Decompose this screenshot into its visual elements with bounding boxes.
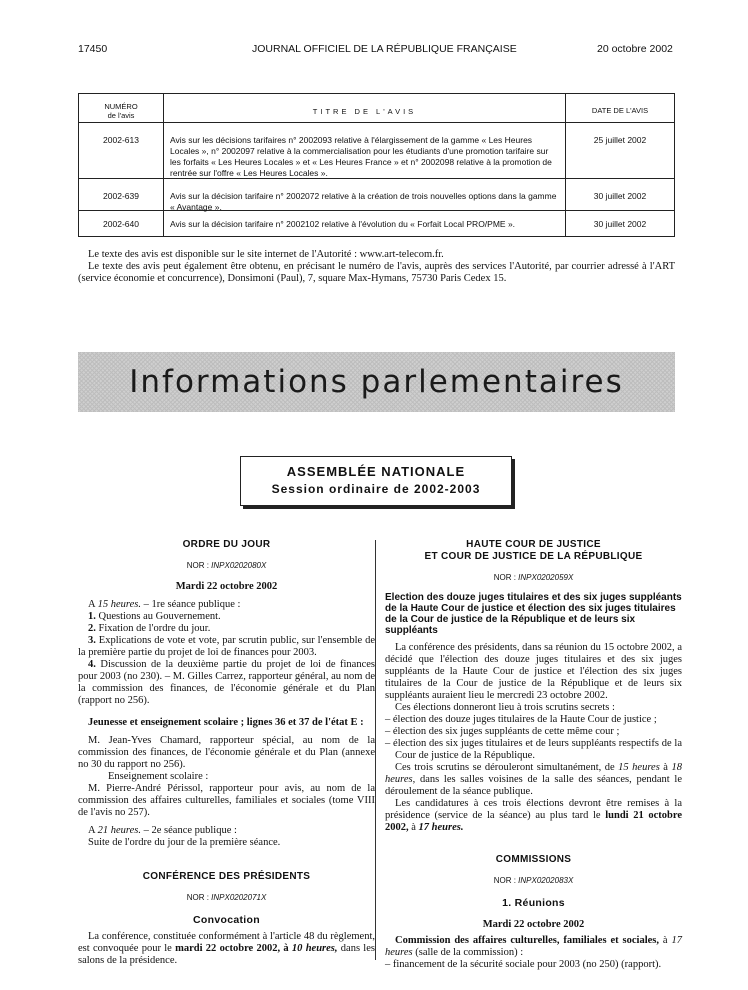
row-number: 2002-613: [79, 123, 164, 178]
row-title: Avis sur la décision tarifaire n° 2002102 relative à l'évolution du « Forfait Local PRO/PME ».: [164, 211, 566, 236]
item-number: 4.: [88, 659, 96, 670]
right-column: [385, 535, 682, 971]
convocation-part: La conférence, constituée conformément à l'article 48 du règlement, est convoquée pour le: [78, 931, 375, 954]
schedule-text: dans les salles voisines de la salle des séances, pendant le déroulement de la séance publique.: [385, 774, 682, 797]
journal-title: JOURNAL OFFICIEL DE LA RÉPUBLIQUE FRANÇAISE: [252, 43, 517, 55]
conference-title: CONFÉRENCE DES PRÉSIDENTS: [142, 871, 311, 882]
cour-justice-title: ET COUR DE JUSTICE DE LA RÉPUBLIQUE: [424, 551, 643, 562]
col-number-label: NUMÉRO: [104, 102, 138, 111]
seance-text: A: [88, 599, 98, 610]
agenda-item: [78, 623, 375, 635]
commission-entry: [385, 935, 682, 959]
row-number: 2002-639: [79, 179, 164, 210]
agenda-item: [78, 611, 375, 623]
nor-code: INPX0202059X: [518, 573, 574, 582]
convocation-title: Convocation: [193, 914, 260, 926]
note-address: Le texte des avis peut également être obtenu, en précisant le numéro de l'avis, auprès des services l'Autorité, par courrier adressé à l'ART (service économie et concurrence), Donsimoni (Paul), 7, square Max-Hymans, 75730 Paris Cedex 15.: [78, 261, 675, 284]
assembly-title: ASSEMBLÉE NATIONALE: [286, 464, 466, 479]
seance-time: 15 heures.: [97, 599, 141, 610]
commission-text: (salle de la commission) :: [412, 947, 524, 958]
left-column: [78, 535, 375, 967]
nor-label: NOR :: [186, 893, 209, 902]
item-text: Fixation de l'ordre du jour.: [95, 623, 211, 634]
row-date: 30 juillet 2002: [593, 191, 647, 201]
candidatures-date: lundi 21 octobre 2002,: [385, 810, 682, 833]
col-title-header: TITRE DE L'AVIS: [164, 94, 566, 122]
commission-text: à: [659, 935, 672, 946]
jeunesse-title: Jeunesse et enseignement scolaire ; lignes 36 et 37 de l'état E :: [88, 717, 364, 728]
row-date: 30 juillet 2002: [593, 219, 647, 229]
election-title: Election des douze juges titulaires et des six juges suppléants de la Haute Cour de justice et élection des six juges titulaires de la Cour de justice de la République et de leurs six suppléants: [385, 592, 682, 636]
assembly-box: [240, 456, 512, 506]
election-list-item: – élection des six juges titulaires et de leurs suppléants respectifs de la Cour de justice de la République.: [385, 738, 682, 761]
table-row: [79, 211, 674, 236]
schedule-text: à: [659, 762, 672, 773]
col-date-header: DATE DE L'AVIS: [591, 106, 649, 115]
schedule-time: 15 heures: [618, 762, 660, 773]
row-title: Avis sur les décisions tarifaires n° 2002093 relative à l'élargissement de la gamme « Les Heures Locales », n° 2002097 relative à la commercialisation pour les étudiants d'une promotion tarifaire sur les forfaits « Les Heures Locales » et « Les Heures France » et n° 2002098 relative à la promotion de rentrée sur l'offre « Les Heures Locales ».: [164, 123, 566, 178]
seance-text: A: [88, 825, 98, 836]
item-text: Questions au Gouvernement.: [95, 611, 221, 622]
enseignement-rapporteur: M. Pierre-André Périssol, rapporteur pour avis, au nom de la commission des affaires culturelles, familiales et sociales (tome VIII de l'avis no 257).: [78, 783, 375, 818]
seance-2-text: Suite de l'ordre du jour de la première séance.: [88, 837, 281, 848]
row-number: 2002-640: [79, 211, 164, 236]
enseignement-label: Enseignement scolaire :: [108, 771, 209, 782]
candidatures-text: Les candidatures à ces trois élections devront être remises à la présidence (service de la séance) au plus tard le: [385, 798, 682, 821]
avis-table: [78, 93, 675, 237]
nor-label: NOR :: [186, 561, 209, 570]
agenda-item: [78, 635, 375, 659]
item-text: Explications de vote et vote, par scrutin public, sur l'ensemble de la première partie du projet de loi de finances pour 2003.: [78, 635, 375, 658]
seance-text: – 2e séance publique :: [141, 825, 237, 836]
ordre-nor: [78, 560, 375, 572]
commission-item: – financement de la sécurité sociale pour 2003 (no 250) (rapport).: [385, 959, 662, 970]
commissions-title: COMMISSIONS: [495, 854, 572, 865]
election-list-item: – élection des six juges suppléants de cette même cour ;: [385, 726, 620, 737]
election-scrutins: Ces élections donneront lieu à trois scrutins secrets :: [395, 702, 615, 713]
convocation-time: 10 heures,: [291, 943, 338, 954]
item-number: 1.: [88, 611, 96, 622]
convocation-part: dans les salons de la présidence.: [78, 943, 375, 966]
haute-cour-nor: [385, 572, 682, 584]
table-header-row: [79, 94, 674, 123]
commissions-nor: [385, 875, 682, 887]
section-banner: [78, 352, 675, 412]
date-heading: Mardi 22 octobre 2002: [175, 581, 278, 592]
item-text: Discussion de la deuxième partie du projet de loi de finances pour 2003 (no 230). – M. Gilles Carrez, rapporteur général, au nom de la commission des finances, de l'économie générale et du Plan (rapport no 256).: [78, 659, 375, 706]
nor-code: INPX0202071X: [211, 893, 267, 902]
candidatures-time: 17 heures.: [418, 822, 464, 833]
agenda-item: [78, 659, 375, 707]
notes: [78, 249, 675, 285]
commission-time: 17 heures: [385, 935, 682, 958]
column-divider: [375, 540, 376, 960]
nor-label: NOR :: [493, 876, 516, 885]
ordre-title: ORDRE DU JOUR: [182, 539, 271, 550]
nor-code: INPX0202083X: [518, 876, 574, 885]
row-date: 25 juillet 2002: [593, 135, 647, 145]
col-number-header: [79, 94, 164, 122]
conference-nor: [78, 892, 375, 904]
nor-code: INPX0202080X: [211, 561, 267, 570]
item-number: 2.: [88, 623, 96, 634]
schedule-time: 18 heures,: [385, 762, 682, 785]
seance-text: – 1re séance publique :: [141, 599, 241, 610]
item-number: 3.: [88, 635, 96, 646]
row-title: Avis sur la décision tarifaire n° 2002072 relative à la création de trois nouvelles options dans la gamme « Avantage ».: [164, 179, 566, 210]
election-list-item: – élection des douze juges titulaires de la Haute Cour de justice ;: [385, 714, 657, 725]
election-paragraph: La conférence des présidents, dans sa réunion du 15 octobre 2002, a décidé que l'élection des douze juges titulaires et des six juges suppléants de la Haute Cour de justice et l'élection des six juges titulaires de la Cour de justice de la République et de leurs six suppléants auraient lieu le mercredi 23 octobre 2002.: [385, 642, 682, 701]
note-website: Le texte des avis est disponible sur le site internet de l'Autorité : www.art-telecom.fr.: [88, 249, 444, 260]
seance-time: 21 heures.: [97, 825, 141, 836]
election-schedule: [385, 762, 682, 798]
nor-label: NOR :: [493, 573, 516, 582]
convocation-date: mardi 22 octobre 2002, à: [175, 943, 292, 954]
header-date: 20 octobre 2002: [597, 43, 673, 55]
col-number-sublabel: de l'avis: [107, 111, 135, 120]
commission-name: Commission des affaires culturelles, familiales et sociales,: [395, 935, 659, 946]
convocation-text: [78, 931, 375, 967]
schedule-text: Ces trois scrutins se dérouleront simultanément, de: [395, 762, 619, 773]
candidatures-text: à: [408, 822, 419, 833]
table-row: [79, 179, 674, 211]
jeunesse-rapporteur: M. Jean-Yves Chamard, rapporteur spécial, au nom de la commission des finances, de l'économie générale et du Plan (annexe no 30 du rapport no 256).: [78, 735, 375, 770]
banner-title: Informations parlementaires: [129, 364, 624, 400]
page-number: 17450: [78, 43, 108, 55]
date-heading: Mardi 22 octobre 2002: [482, 919, 585, 930]
election-candidatures: [385, 798, 682, 834]
table-row: [79, 123, 674, 179]
assembly-session: Session ordinaire de 2002-2003: [271, 482, 481, 496]
seance-2: [78, 825, 375, 837]
reunions-title: 1. Réunions: [502, 897, 565, 909]
seance-1: [78, 599, 375, 611]
haute-cour-title: HAUTE COUR DE JUSTICE: [466, 539, 601, 550]
